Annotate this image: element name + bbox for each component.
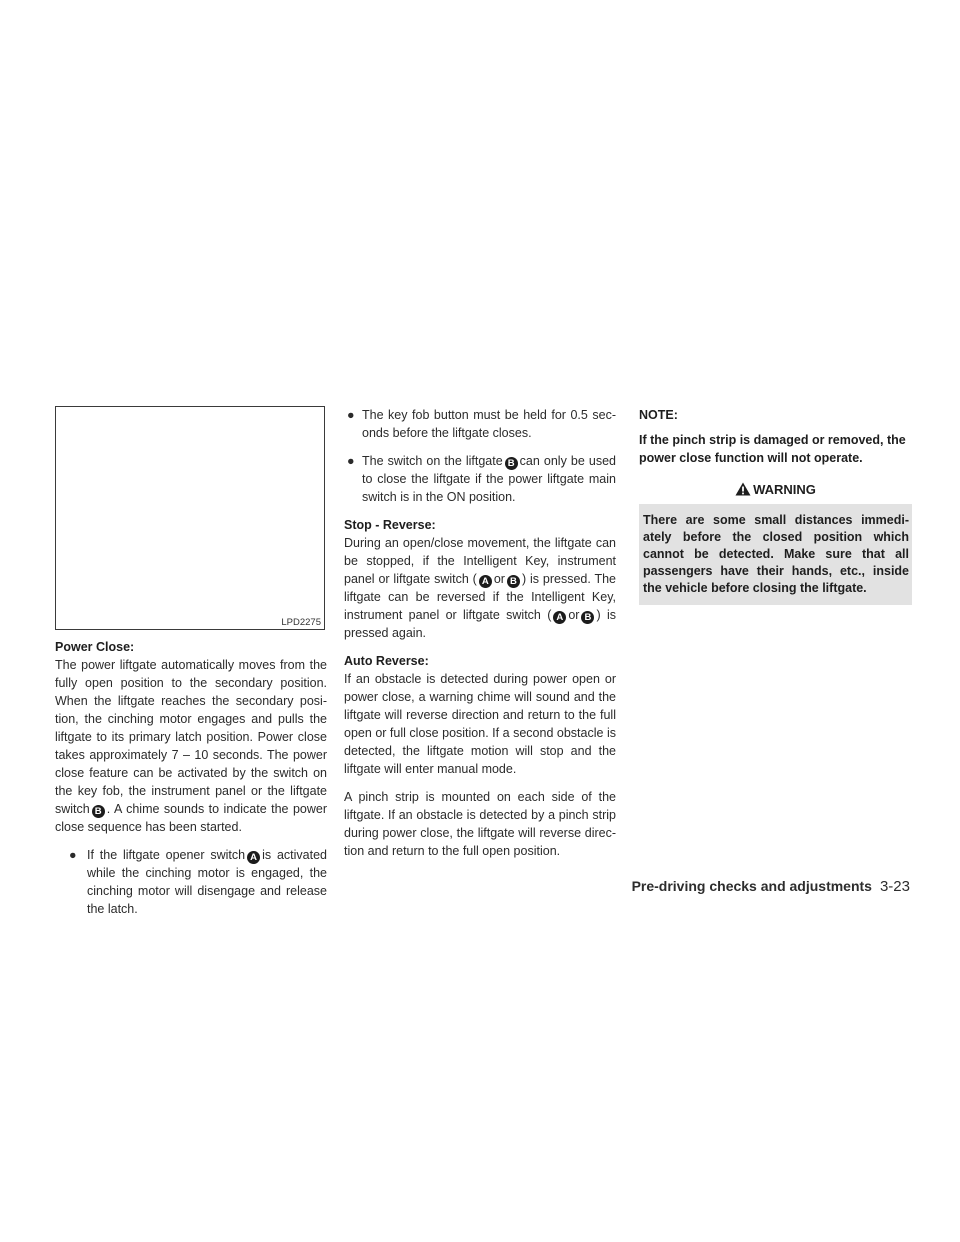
page-footer [0,877,910,896]
right-column [639,406,912,605]
callout-b-icon: B [581,611,594,624]
list-item: ● The key fob button must be held for 0.5 sec-onds before the liftgate closes. [347,408,616,440]
callout-a-icon: A [553,611,566,624]
left-column [55,406,327,928]
note-body: If the pinch strip is damaged or removed, the power close function will not operate. [639,433,906,465]
list-item: ● The switch on the liftgate B can only be used to close the liftgate if the power liftgate main switch is in the ON position. [347,454,616,504]
stop-reverse-paragraph: During an open/close movement, the liftgate can be stopped, if the Intelligent Key, instrument panel or liftgate switch ( A or B ) is pressed. The liftgate can be reversed if the Intelligent Key, instrument panel or liftgate switch ( A or B ) is pressed again. [344,536,617,640]
page-number: 3-23 [879,878,910,895]
auto-reverse-heading: Auto Reverse: [344,654,429,668]
section-title: Pre-driving checks and adjustments [631,878,872,894]
callout-a-icon: A [247,851,260,864]
bullet-dot-icon: ● [347,408,355,422]
warning-body: There are some small distances immedi-ately before the closed position which cannot be detected. Make sure that all passengers have their hands, etc., inside the vehicle before closing the liftgate. [643,513,909,595]
middle-column [344,406,616,870]
callout-b-icon: B [507,575,520,588]
pinch-strip-paragraph: A pinch strip is mounted on each side of the liftgate. If an obstacle is detected by a pinch strip during power close, the liftgate will reverse direc-tion and return to the full open position. [344,790,616,858]
callout-a-icon: A [479,575,492,588]
callout-b-icon: B [505,457,518,470]
power-close-heading: Power Close: [55,640,135,654]
stop-reverse-heading: Stop - Reverse: [344,518,436,532]
list-item: ● If the liftgate opener switch A is activated while the cinching motor is engaged, the cinching motor will disengage and release the latch. [69,848,327,916]
bullet-dot-icon: ● [347,454,355,468]
bullet-dot-icon: ● [69,848,77,862]
illustration-placeholder [55,406,325,630]
power-close-paragraph: The power liftgate automatically moves from the fully open position to the secondary position. When the liftgate reaches the secondary posi-tion, the cinching motor engages and pulls the liftgate to its primary latch position. Power close takes approximately 7 – 10 seconds. The power close feature can be activated by the switch on the key fob, the instrument panel or the liftgate switch B . A chime sounds to indicate the power close sequence has been started. [55,658,327,834]
warning-triangle-icon [735,482,751,496]
callout-b-icon: B [92,805,105,818]
warning-header [639,479,912,504]
note-title: NOTE: [639,408,678,422]
warning-box [639,479,912,605]
warning-title: WARNING [753,482,816,497]
auto-reverse-paragraph: If an obstacle is detected during power open or power close, a warning chime will sound and the liftgate will reverse direction and return to the full open or full close position. If a second obstacle is detected, the liftgate motion will stop and the liftgate will enter manual mode. [344,672,616,776]
figure-code: LPD2275 [281,617,321,628]
